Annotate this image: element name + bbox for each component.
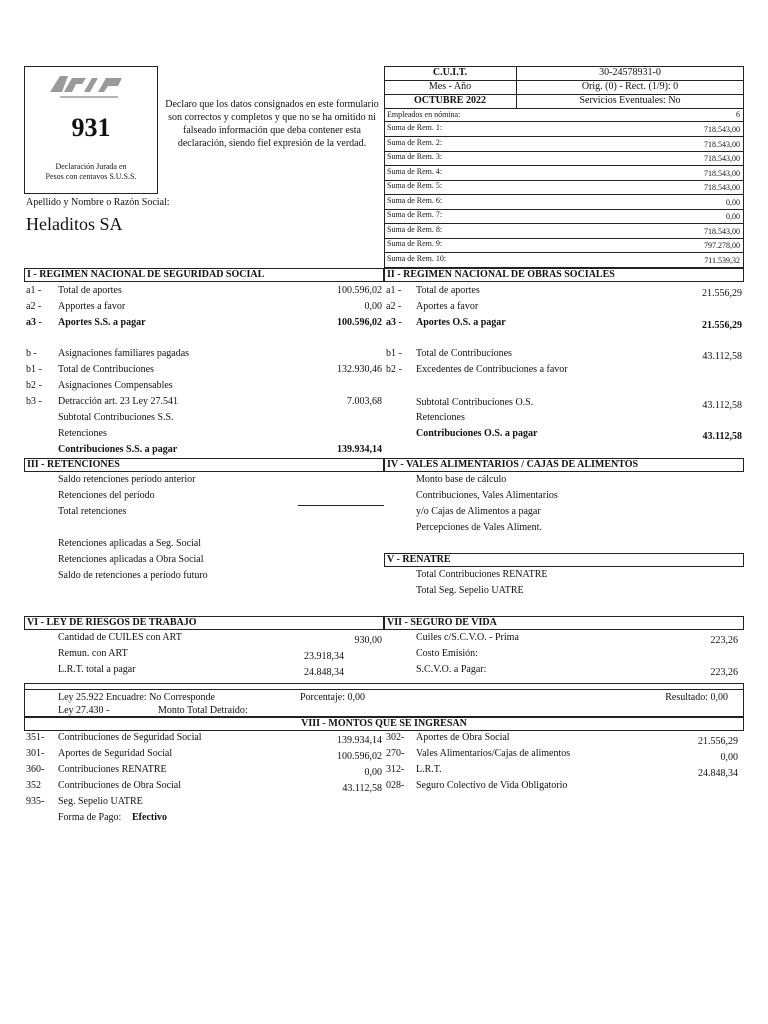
row-code: 351- (26, 732, 45, 743)
sec2-title: II - REGIMEN NACIONAL DE OBRAS SOCIALES (387, 269, 615, 280)
row-label: Seg. Sepelio UATRE (58, 796, 143, 807)
payment-method-label: Forma de Pago: (58, 812, 122, 823)
row-label: Excedentes de Contribuciones a favor (416, 364, 568, 375)
rem-label: Suma de Rem. 6: (387, 195, 443, 205)
row-value: 100.596,02 (337, 285, 382, 296)
row-label: Total retenciones (58, 506, 127, 517)
row-label: L.R.T. (416, 764, 442, 775)
orig-label: Orig. (0) - Rect. (1/9): 0 (581, 81, 679, 92)
row-code: 301- (26, 748, 45, 759)
ley-25922: Ley 25.922 Encuadre: No Corresponde (58, 692, 215, 703)
ley-result: Resultado: 0,00 (665, 692, 728, 703)
row-code: 028- (386, 780, 405, 791)
cuit-label: C.U.I.T. (432, 67, 468, 78)
services-label: Servicios Eventuales: No (579, 95, 681, 106)
row-label: Percepciones de Vales Aliment. (416, 522, 542, 533)
row-label: Saldo de retenciones a período futuro (58, 570, 208, 581)
employees-value: 6 (736, 110, 740, 119)
sec7-title: VII - SEGURO DE VIDA (387, 617, 497, 628)
name-label: Apellido y Nombre o Razón Social: (26, 197, 170, 208)
employees-label: Empleados en nómina: (387, 110, 461, 119)
row-code: b3 - (26, 396, 42, 407)
row-label: Seguro Colectivo de Vida Obligatorio (416, 780, 568, 791)
row-label: Total de Contribuciones (58, 364, 154, 375)
retention-subtotal-line (298, 505, 384, 506)
row-label: Total Contribuciones RENATRE (416, 569, 548, 580)
row-label: Saldo retenciones período anterior (58, 474, 196, 485)
row-label: Subtotal Contribuciones O.S. (416, 397, 534, 408)
afip-logo (46, 72, 132, 104)
rem-value: 797.278,00 (704, 241, 740, 250)
row-label: Vales Alimentarios/Cajas de alimentos (416, 748, 571, 759)
rem-value: 718.543,00 (704, 226, 740, 236)
row-value: 223,26 (710, 635, 738, 646)
row-label: Remun. con ART (58, 648, 128, 659)
row-value: 21.556,29 (702, 320, 742, 331)
row-value: 24.848,34 (698, 768, 738, 779)
row-value: 930,00 (354, 635, 382, 646)
row-label: Subtotal Contribuciones S.S. (58, 412, 174, 423)
row-code: b2 - (26, 380, 42, 391)
row-label: Asignaciones Compensables (58, 380, 173, 391)
row-label: L.R.T. total a pagar (58, 664, 136, 675)
rem-value: 718.543,00 (704, 183, 740, 192)
row-value: 7.003,68 (347, 396, 382, 407)
row-label: Contribuciones O.S. a pagar (416, 428, 538, 439)
row-label: Cantidad de CUILES con ART (58, 632, 182, 643)
row-code: 935- (26, 796, 45, 807)
row-label: Aportes O.S. a pagar (416, 317, 506, 328)
row-code: b - (26, 348, 37, 359)
row-label: Total Seg. Sepelio UATRE (416, 585, 524, 596)
sec8-title: VIII - MONTOS QUE SE INGRESAN (301, 718, 467, 729)
rem-value: 0,00 (726, 212, 740, 221)
row-value: 21.556,29 (702, 288, 742, 299)
sec4-title: IV - VALES ALIMENTARIOS / CAJAS DE ALIMENTOS (387, 459, 639, 470)
row-label: Retenciones aplicadas a Obra Social (58, 554, 204, 565)
sec3-title: III - RETENCIONES (27, 459, 120, 470)
rem-label: Suma de Rem. 4: (387, 166, 443, 176)
row-label: Apportes a favor (58, 301, 126, 312)
row-value: 132.930,46 (337, 364, 382, 375)
period-value: OCTUBRE 2022 (414, 95, 486, 106)
row-label: Monto base de cálculo (416, 474, 507, 485)
statement-text: Declaro que los datos consignados en este formulario son correctos y completos y que no se ha omitido ni falseado información que deba contener esta declaración, siendo fiel expresión de la verdad. (165, 99, 379, 149)
row-value: 139.934,14 (337, 444, 382, 455)
row-label: S.C.V.O. a Pagar: (416, 664, 487, 675)
row-value: 43.112,58 (702, 351, 742, 362)
row-label: Retenciones del período (58, 490, 155, 501)
row-label: Aportes S.S. a pagar (58, 317, 146, 328)
row-code: b2 - (386, 364, 402, 375)
rem-label: Suma de Rem. 3: (387, 152, 443, 161)
row-label: Retenciones (416, 412, 465, 423)
ley-27430: Ley 27.430 - (58, 705, 110, 716)
row-label: y/o Cajas de Alimentos a pagar (416, 506, 541, 517)
row-value: 0,00 (364, 767, 382, 778)
cuit-value: 30-24578931-0 (599, 67, 661, 78)
sec5-title: V - RENATRE (387, 554, 451, 565)
rem-label: Suma de Rem. 10: (387, 253, 447, 263)
row-code: 302- (386, 732, 405, 743)
rem-value: 718.543,00 (704, 125, 740, 134)
payment-method-value: Efectivo (132, 812, 167, 823)
declaration-caption: Declaración Jurada en Pesos con centavos S.U.S.S. (45, 162, 137, 181)
row-code: b1 - (386, 348, 402, 359)
rem-label: Suma de Rem. 8: (387, 224, 443, 234)
row-value: 21.556,29 (698, 736, 738, 747)
row-label: Retenciones (58, 428, 107, 439)
row-label: Cuiles c/S.C.V.O. - Prima (416, 632, 519, 643)
row-label: Retenciones aplicadas a Seg. Social (58, 538, 202, 549)
row-code: a1 - (386, 285, 402, 296)
rem-value: 718.543,00 (704, 139, 740, 149)
row-label: Aportes a favor (416, 301, 479, 312)
row-label: Total de aportes (58, 285, 122, 296)
row-label: Asignaciones familiares pagadas (58, 348, 190, 359)
period-label: Mes - Año (428, 81, 472, 92)
row-value: 43.112,58 (342, 783, 382, 794)
form-number: 931 (71, 113, 111, 142)
row-value: 100.596,02 (337, 317, 382, 328)
row-value: 43.112,58 (702, 400, 742, 411)
row-code: a2 - (386, 301, 402, 312)
row-label: Contribuciones RENATRE (58, 764, 167, 775)
row-value: 100.596,02 (337, 751, 382, 762)
rem-value: 0,00 (726, 197, 740, 207)
rem-label: Suma de Rem. 2: (387, 137, 443, 147)
sec6-title: VI - LEY DE RIESGOS DE TRABAJO (27, 617, 197, 628)
row-label: Contribuciones de Obra Social (58, 780, 182, 791)
rem-label: Suma de Rem. 1: (387, 123, 443, 132)
row-code: 270- (386, 748, 405, 759)
row-code: a3 - (26, 317, 42, 328)
row-code: b1 - (26, 364, 42, 375)
rem-label: Suma de Rem. 9: (387, 239, 443, 248)
row-code: 352 (26, 780, 41, 791)
row-label: Total de aportes (416, 285, 480, 296)
row-label: Costo Emisión: (416, 648, 478, 659)
row-label: Contribuciones S.S. a pagar (58, 444, 178, 455)
row-label: Aportes de Seguridad Social (58, 748, 173, 759)
row-value: 223,26 (710, 667, 738, 678)
sec1-title: I - REGIMEN NACIONAL DE SEGURIDAD SOCIAL (27, 269, 265, 280)
row-label: Contribuciones de Seguridad Social (58, 732, 202, 743)
row-value: 24.848,34 (304, 667, 344, 678)
rem-value: 718.543,00 (704, 168, 740, 178)
row-value: 43.112,58 (702, 431, 742, 442)
rem-label: Suma de Rem. 7: (387, 210, 443, 219)
row-value: 23.918,34 (304, 651, 344, 662)
rem-label: Suma de Rem. 5: (387, 181, 443, 190)
row-label: Aportes de Obra Social (416, 732, 510, 743)
company-name: Heladitos SA (26, 214, 123, 234)
row-label: Contribuciones, Vales Alimentarios (416, 490, 558, 501)
row-code: 312- (386, 764, 405, 775)
rem-value: 711.539,32 (704, 255, 740, 265)
row-code: a1 - (26, 285, 42, 296)
ley-detraido: Monto Total Detraído: (158, 705, 248, 716)
ley-percentage: Porcentaje: 0,00 (300, 692, 365, 703)
row-code: 360- (26, 764, 45, 775)
row-label: Total de Contribuciones (416, 348, 512, 359)
row-label: Detracción art. 23 Ley 27.541 (58, 396, 178, 407)
row-value: 139.934,14 (337, 735, 382, 746)
rem-value: 718.543,00 (704, 154, 740, 163)
row-value: 0,00 (720, 752, 738, 763)
row-code: a2 - (26, 301, 42, 312)
row-value: 0,00 (364, 301, 382, 312)
row-code: a3 - (386, 317, 402, 328)
